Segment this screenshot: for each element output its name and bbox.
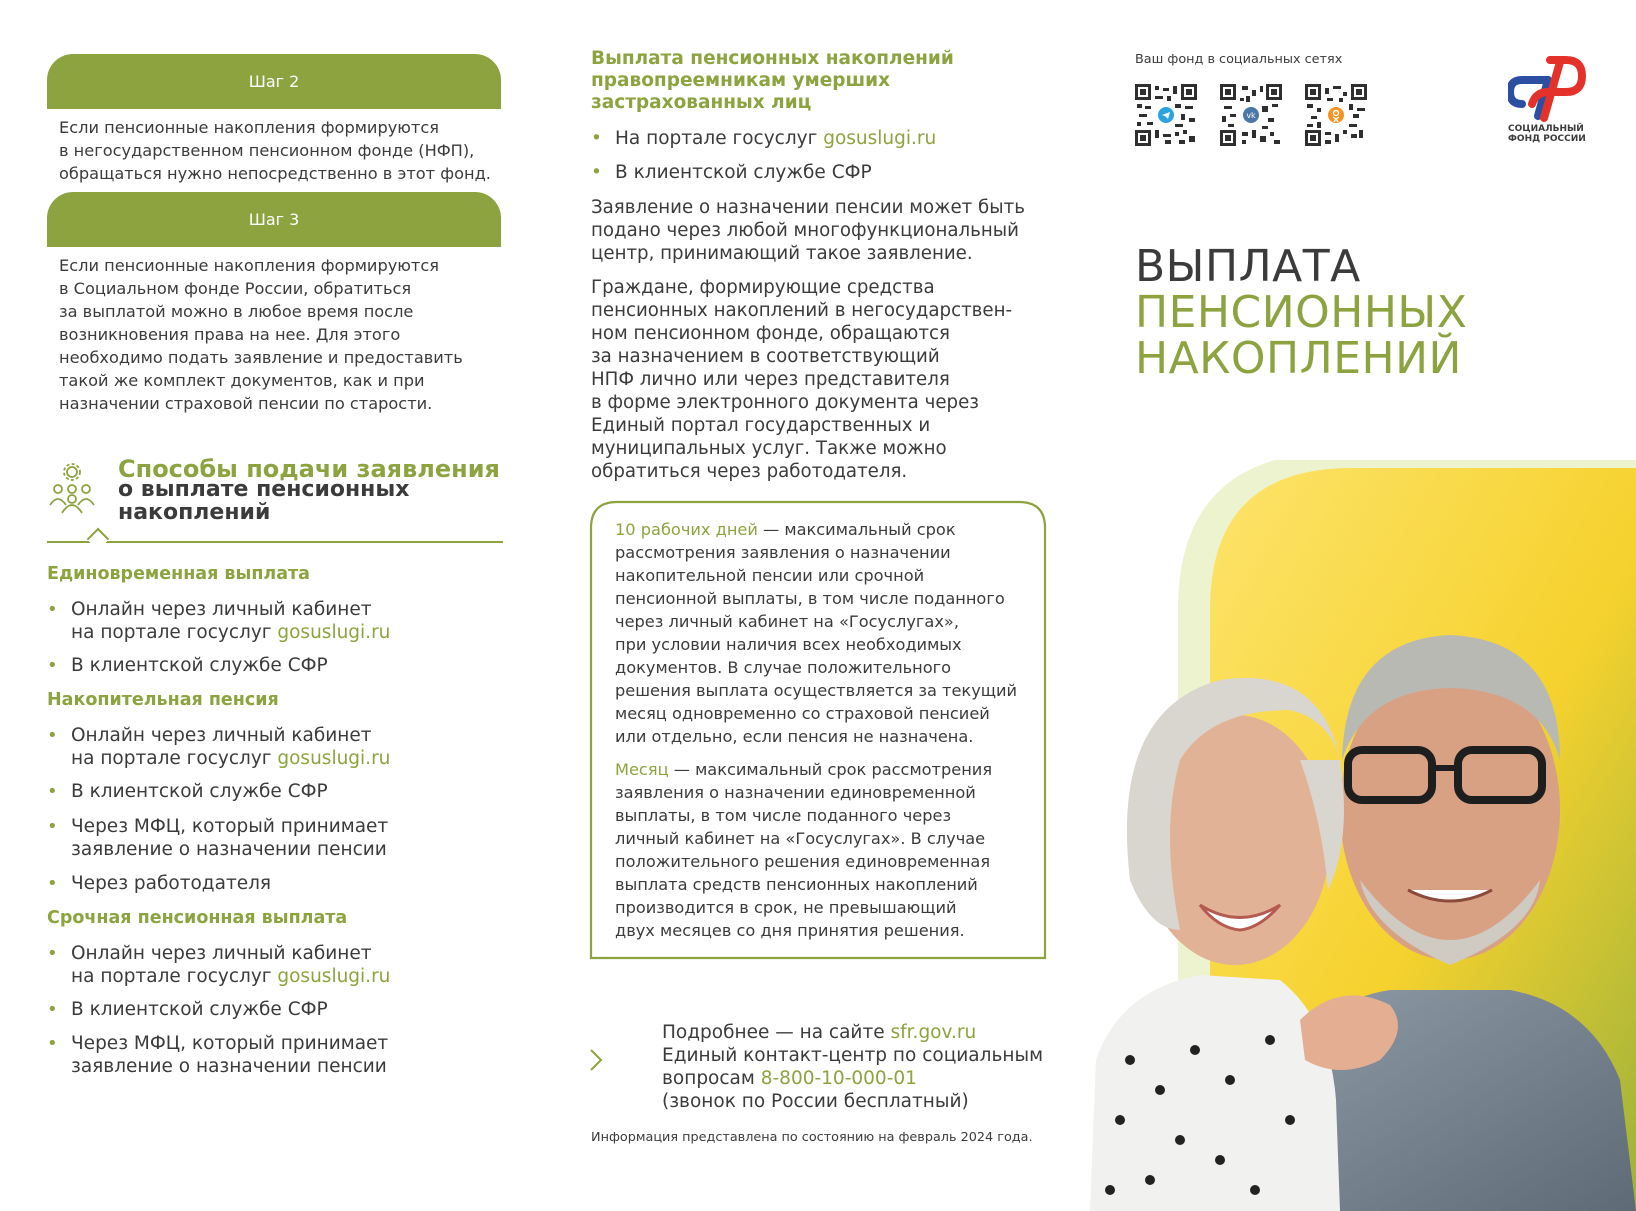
heirs-item-portal: • На портале госуслуг gosuslugi.ru — [591, 127, 936, 150]
contact-block: Подробнее — на сайте sfr.gov.ru Единый контакт-центр по социальным вопросам 8-800-10-000-01 (звонок по России бесплатный) — [662, 1022, 1044, 1112]
hotline-phone-link[interactable]: 8-800-10-000-01 — [760, 1068, 917, 1089]
step-3-header — [47, 192, 501, 247]
heirs-item-office: • В клиентской службе СФР — [591, 161, 872, 184]
urgent-item-online: • Онлайн через личный кабинет на портале госуслуг gosuslugi.ru — [47, 942, 507, 988]
info-box-paragraph-days: 10 рабочих дней — максимальный срок рассмотрения заявления о назначении накопительной пенсии или срочной пенсионной выплаты, в том числе поданного через личный кабинет на «Госуслугах», при условии наличия всех необходимых документов. В случае положительного решения выплата осуществляется за текущий месяц одновременно со страховой пенсией или отдельно, если пенсия не назначена. — [615, 520, 1018, 746]
mfc-paragraph: Заявление о назначении пенсии может быть подано через любой многофункциональный центр, принимающий такое заявление. — [591, 197, 1025, 264]
people-gear-icon — [47, 463, 97, 515]
ways-section-header — [47, 455, 503, 545]
step-3-text: Если пенсионные накопления формируются в Социальном фонде России, обратиться за выплатой можно в любое время после возникновения права на нее. Для этого необходимо подать заявление и предоставить такой же комплект документов, как и при назначении страховой пенсии по старости. — [59, 256, 463, 413]
sfr-logo-text: СОЦИАЛЬНЫЙ ФОНД РОССИИ — [1508, 124, 1586, 144]
urgent-heading: Срочная пенсионная выплата — [47, 908, 348, 928]
info-date-footnote: Информация представлена по состоянию на февраль 2024 года. — [591, 1130, 1033, 1145]
funded-item-mfc: • Через МФЦ, который принимает заявление о назначении пенсии — [47, 815, 507, 861]
chevron-right-icon — [589, 1048, 603, 1072]
npf-paragraph: Граждане, формирующие средства пенсионных накоплений в негосударствен- ном пенсионном фонде, обращаются за назначением в соответствующий НПФ лично или через представителя в форме электронного документа через Единый портал государственных и муниципальных услуг. Также можно обратиться через работодателя. — [591, 277, 1013, 482]
telegram-qr-code[interactable] — [1135, 84, 1197, 146]
lump-sum-item-office: • В клиентской службе СФР — [47, 654, 507, 677]
info-box-paragraph-month: Месяц — максимальный срок рассмотрения заявления о назначении единовременной выплаты, в том числе поданного через личный кабинет на «Госуслугах». В случае положительного решения единовременная выплата средств пенсионных накоплений производится в срок, не превышающий двух месяцев со дня принятия решения. — [615, 760, 993, 940]
ways-divider — [47, 541, 503, 543]
vk-qr-code[interactable] — [1220, 84, 1282, 146]
heirs-section-title: Выплата пенсионных накоплений правопреемникам умерших застрахованных лиц — [591, 48, 954, 113]
lump-sum-item-online: • Онлайн через личный кабинет на портале госуслуг gosuslugi.ru — [47, 598, 507, 644]
ways-title-line1: Способы подачи заявления — [118, 455, 500, 483]
funded-item-online: • Онлайн через личный кабинет на портале госуслуг gosuslugi.ru — [47, 724, 507, 770]
brochure-title: ВЫПЛАТА ПЕНСИОННЫХ НАКОПЛЕНИЙ — [1135, 241, 1468, 384]
step-2-label: Шаг 2 — [248, 72, 300, 91]
gosuslugi-link[interactable]: gosuslugi.ru — [823, 128, 937, 149]
step-2-header — [47, 54, 501, 109]
funded-item-office: • В клиентской службе СФР — [47, 780, 507, 803]
step-3-label: Шаг 3 — [248, 210, 300, 229]
sfr-site-link[interactable]: sfr.gov.ru — [890, 1022, 977, 1043]
funded-item-employer: • Через работодателя — [47, 872, 507, 895]
couple-photo — [1090, 460, 1636, 1211]
ways-divider-notch — [87, 528, 110, 551]
gosuslugi-link[interactable]: gosuslugi.ru — [277, 622, 391, 643]
ok-qr-code[interactable] — [1305, 84, 1367, 146]
lump-sum-heading: Единовременная выплата — [47, 564, 310, 584]
gosuslugi-link[interactable]: gosuslugi.ru — [277, 748, 391, 769]
ways-title-line3: накоплений — [118, 500, 271, 525]
funded-heading: Накопительная пенсия — [47, 690, 279, 710]
social-networks-label: Ваш фонд в социальных сетях — [1135, 52, 1343, 67]
urgent-item-mfc: • Через МФЦ, который принимает заявление о назначении пенсии — [47, 1032, 507, 1078]
step-2-text: Если пенсионные накопления формируются в негосударственном пенсионном фонде (НФП), обращаться нужно непосредственно в этот фонд. — [59, 118, 491, 183]
ways-title-line2: о выплате пенсионных — [118, 477, 410, 502]
gosuslugi-link[interactable]: gosuslugi.ru — [277, 966, 391, 987]
urgent-item-office: • В клиентской службе СФР — [47, 998, 507, 1021]
svg-text:vk: vk — [1246, 111, 1256, 120]
